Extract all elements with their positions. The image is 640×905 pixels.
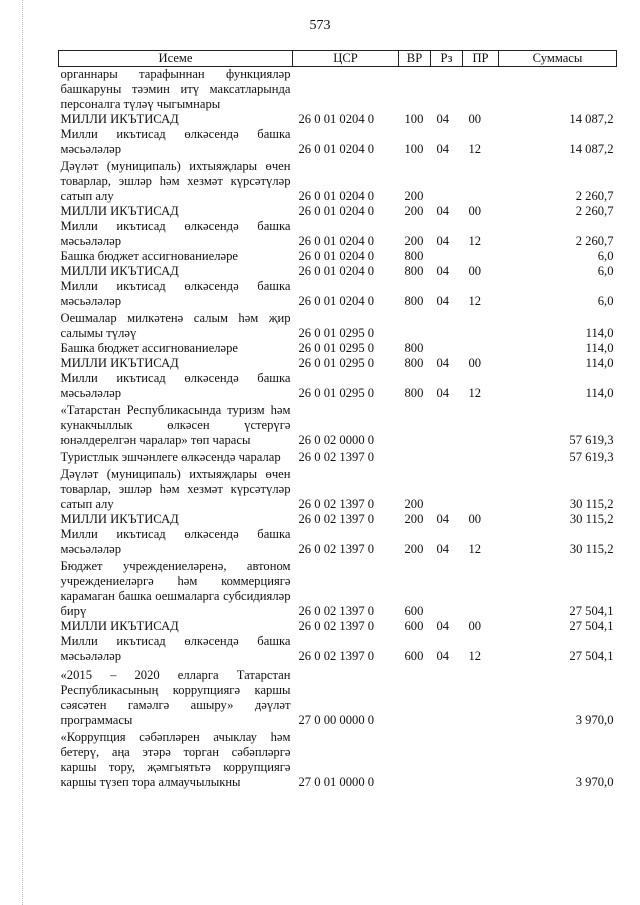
cell-sum: 6,0 xyxy=(597,294,614,308)
cell-name: Дәүләт (муниципаль) ихтыяҗлары өчен товарлар, эшләр һәм хезмәт күрсәтүләр сатып алу xyxy=(60,467,291,511)
table-row xyxy=(59,219,617,249)
cell-name: МИЛЛИ ИКЪТИСАД xyxy=(60,356,179,370)
cell-csr: 26 0 01 0204 0 xyxy=(298,189,375,203)
cell-sum: 114,0 xyxy=(585,341,614,355)
table-row xyxy=(59,309,617,341)
cell-vr: 600 xyxy=(404,649,424,663)
cell-vr: 800 xyxy=(404,356,424,370)
cell-rz xyxy=(431,448,463,465)
cell-name: Милли икътисад өлкәсендә башка мәсьәләләр xyxy=(60,279,291,308)
cell-csr: 26 0 01 0204 0 xyxy=(298,234,375,248)
cell-pr: 00 xyxy=(468,619,482,633)
cell-csr: 26 0 01 0204 0 xyxy=(298,294,375,308)
table-row xyxy=(59,371,617,401)
cell-pr: 00 xyxy=(468,356,482,370)
cell-name: «Татарстан Республикасында туризм һәм кунакчыллык өлкәсен үстерүгә юнәлдерелгән чаралар» төп чарасы xyxy=(60,403,291,447)
cell-pr xyxy=(463,401,499,448)
cell-name: Милли икътисад өлкәсендә башка мәсьәләләр xyxy=(60,634,291,663)
cell-sum: 30 115,2 xyxy=(569,497,614,511)
cell-sum: 2 260,7 xyxy=(575,234,614,248)
cell-vr: 800 xyxy=(404,294,424,308)
cell-vr xyxy=(399,309,431,341)
cell-csr: 26 0 02 1397 0 xyxy=(298,604,375,618)
cell-sum: 27 504,1 xyxy=(569,619,614,633)
cell-rz xyxy=(431,309,463,341)
table-row xyxy=(59,512,617,527)
cell-name: «2015 – 2020 елларга Татарстан Республикасының коррупциягә каршы сәясәтен гамәлгә ашыру» дәүләт программасы xyxy=(60,668,291,727)
binding-margin-line xyxy=(22,0,23,905)
cell-sum: 3 970,0 xyxy=(575,775,614,789)
cell-name: МИЛЛИ ИКЪТИСАД xyxy=(60,112,179,126)
cell-sum: 57 619,3 xyxy=(569,433,614,447)
cell-vr: 100 xyxy=(404,142,424,156)
cell-name: Оешмалар милкәтенә салым һәм җир салымы түләү xyxy=(60,311,291,340)
table-row xyxy=(59,664,617,728)
cell-name: МИЛЛИ ИКЪТИСАД xyxy=(60,512,179,526)
header-vr: ВР xyxy=(399,51,431,67)
cell-pr xyxy=(463,341,499,356)
cell-rz: 04 xyxy=(436,649,450,663)
cell-csr: 26 0 01 0204 0 xyxy=(298,264,375,278)
cell-pr: 00 xyxy=(468,264,482,278)
cell-rz: 04 xyxy=(436,542,450,556)
cell-rz: 04 xyxy=(436,386,450,400)
cell-sum: 6,0 xyxy=(597,249,614,263)
cell-csr: 26 0 01 0204 0 xyxy=(298,204,375,218)
cell-csr: 26 0 02 1397 0 xyxy=(298,542,375,556)
cell-vr xyxy=(399,401,431,448)
cell-rz: 04 xyxy=(436,512,450,526)
cell-rz xyxy=(431,557,463,619)
table-row xyxy=(59,448,617,465)
cell-name: МИЛЛИ ИКЪТИСАД xyxy=(60,619,179,633)
cell-rz: 04 xyxy=(436,112,450,126)
cell-vr: 200 xyxy=(404,512,424,526)
cell-csr xyxy=(293,67,399,113)
cell-rz: 04 xyxy=(436,619,450,633)
cell-sum: 27 504,1 xyxy=(569,604,614,618)
table-row xyxy=(59,634,617,664)
table-row xyxy=(59,112,617,127)
cell-name: Милли икътисад өлкәсендә башка мәсьәләләр xyxy=(60,527,291,556)
cell-sum: 57 619,3 xyxy=(569,450,614,464)
cell-rz: 04 xyxy=(436,294,450,308)
cell-vr xyxy=(399,728,431,790)
cell-vr xyxy=(399,67,431,113)
cell-rz xyxy=(431,249,463,264)
cell-csr: 27 0 00 0000 0 xyxy=(298,713,375,727)
cell-vr: 800 xyxy=(404,249,424,263)
table-row xyxy=(59,557,617,619)
cell-vr: 800 xyxy=(404,341,424,355)
cell-rz xyxy=(431,67,463,113)
cell-csr: 26 0 01 0295 0 xyxy=(298,341,375,355)
header-csr: ЦСР xyxy=(293,51,399,67)
cell-sum xyxy=(499,67,617,113)
table-row xyxy=(59,527,617,557)
cell-sum: 114,0 xyxy=(585,326,614,340)
cell-csr: 26 0 02 1397 0 xyxy=(298,619,375,633)
cell-pr xyxy=(463,465,499,512)
cell-pr xyxy=(463,664,499,728)
table-row xyxy=(59,465,617,512)
cell-pr xyxy=(463,249,499,264)
cell-name: Милли икътисад өлкәсендә башка мәсьәләләр xyxy=(60,371,291,400)
cell-pr: 12 xyxy=(468,294,482,308)
cell-vr: 200 xyxy=(404,189,424,203)
cell-sum: 14 087,2 xyxy=(569,112,614,126)
cell-rz xyxy=(431,664,463,728)
cell-name: органнары тарафыннан функцияләр башкаруны тәэмин итү максатларында персоналга түләү чыгымнары xyxy=(60,67,291,111)
cell-rz: 04 xyxy=(436,356,450,370)
cell-csr: 26 0 02 1397 0 xyxy=(298,512,375,526)
cell-csr: 26 0 01 0295 0 xyxy=(298,386,375,400)
cell-sum: 114,0 xyxy=(585,386,614,400)
cell-sum: 114,0 xyxy=(585,356,614,370)
header-name: Исеме xyxy=(59,51,293,67)
cell-vr: 200 xyxy=(404,497,424,511)
table-row xyxy=(59,127,617,157)
cell-name: Милли икътисад өлкәсендә башка мәсьәләләр xyxy=(60,219,291,248)
cell-name: Милли икътисад өлкәсендә башка мәсьәләләр xyxy=(60,127,291,156)
table-row xyxy=(59,204,617,219)
cell-vr: 800 xyxy=(404,264,424,278)
cell-vr: 600 xyxy=(404,619,424,633)
cell-rz xyxy=(431,465,463,512)
cell-rz xyxy=(431,341,463,356)
table-header-row xyxy=(59,51,617,67)
cell-csr: 26 0 01 0204 0 xyxy=(298,249,375,263)
cell-csr: 27 0 01 0000 0 xyxy=(298,775,375,789)
page-number: 573 xyxy=(309,18,331,33)
cell-rz: 04 xyxy=(436,204,450,218)
header-rz: Рз xyxy=(431,51,463,67)
cell-sum: 30 115,2 xyxy=(569,512,614,526)
table-row xyxy=(59,264,617,279)
cell-csr: 26 0 02 1397 0 xyxy=(298,450,375,464)
cell-name: Башка бюджет ассигнованиеләре xyxy=(60,249,238,263)
cell-rz: 04 xyxy=(436,142,450,156)
cell-pr: 00 xyxy=(468,112,482,126)
cell-csr: 26 0 02 1397 0 xyxy=(298,649,375,663)
cell-name: МИЛЛИ ИКЪТИСАД xyxy=(60,204,179,218)
cell-vr: 200 xyxy=(404,542,424,556)
table-row xyxy=(59,157,617,204)
cell-pr xyxy=(463,448,499,465)
cell-pr: 12 xyxy=(468,649,482,663)
cell-pr: 12 xyxy=(468,142,482,156)
header-pr: ПР xyxy=(463,51,499,67)
cell-pr: 00 xyxy=(468,204,482,218)
cell-vr: 100 xyxy=(404,112,424,126)
cell-sum: 27 504,1 xyxy=(569,649,614,663)
table-row xyxy=(59,619,617,634)
cell-vr: 800 xyxy=(404,386,424,400)
cell-name: Бюджет учреждениеләренә, автоном учреждениеләргә һәм коммерциягә карамаган башка оешмаларга субсидияләр бирү xyxy=(60,559,291,618)
cell-pr: 12 xyxy=(468,542,482,556)
cell-csr: 26 0 02 1397 0 xyxy=(298,497,375,511)
table-row xyxy=(59,356,617,371)
table-body xyxy=(59,67,617,791)
cell-vr: 200 xyxy=(404,204,424,218)
cell-pr xyxy=(463,67,499,113)
header-sum: Суммасы xyxy=(499,51,617,67)
cell-sum: 2 260,7 xyxy=(575,189,614,203)
cell-name: Башка бюджет ассигнованиеләре xyxy=(60,341,238,355)
cell-pr xyxy=(463,728,499,790)
cell-csr: 26 0 01 0204 0 xyxy=(298,142,375,156)
cell-csr: 26 0 02 0000 0 xyxy=(298,433,375,447)
cell-vr: 200 xyxy=(404,234,424,248)
cell-sum: 3 970,0 xyxy=(575,713,614,727)
cell-sum: 2 260,7 xyxy=(575,204,614,218)
table-row xyxy=(59,67,617,113)
budget-table xyxy=(58,50,617,790)
table-row xyxy=(59,249,617,264)
cell-sum: 30 115,2 xyxy=(569,542,614,556)
cell-rz xyxy=(431,157,463,204)
cell-name: МИЛЛИ ИКЪТИСАД xyxy=(60,264,179,278)
cell-rz: 04 xyxy=(436,264,450,278)
cell-csr: 26 0 01 0295 0 xyxy=(298,356,375,370)
cell-csr: 26 0 01 0295 0 xyxy=(298,326,375,340)
cell-pr xyxy=(463,157,499,204)
cell-rz xyxy=(431,401,463,448)
cell-pr xyxy=(463,309,499,341)
cell-pr: 12 xyxy=(468,234,482,248)
cell-pr: 12 xyxy=(468,386,482,400)
table-row xyxy=(59,279,617,309)
cell-rz: 04 xyxy=(436,234,450,248)
cell-name: «Коррупция сәбәпләрен ачыклау һәм бетерү, аңа этәрә торган сәбәпләргә каршы тору, җәмгыятьтә коррупциягә каршы түзеп тора алмаучылыкны xyxy=(60,730,291,789)
table-row xyxy=(59,341,617,356)
cell-csr: 26 0 01 0204 0 xyxy=(298,112,375,126)
cell-name: Туристлык эшчәнлеге өлкәсендә чаралар xyxy=(60,450,281,464)
cell-pr xyxy=(463,557,499,619)
cell-sum: 14 087,2 xyxy=(569,142,614,156)
table-row xyxy=(59,728,617,790)
cell-vr xyxy=(399,448,431,465)
table-row xyxy=(59,401,617,448)
cell-rz xyxy=(431,728,463,790)
cell-sum: 6,0 xyxy=(597,264,614,278)
cell-name: Дәүләт (муниципаль) ихтыяҗлары өчен товарлар, эшләр һәм хезмәт күрсәтүләр сатып алу xyxy=(60,159,291,203)
cell-vr: 600 xyxy=(404,604,424,618)
cell-vr xyxy=(399,664,431,728)
cell-pr: 00 xyxy=(468,512,482,526)
